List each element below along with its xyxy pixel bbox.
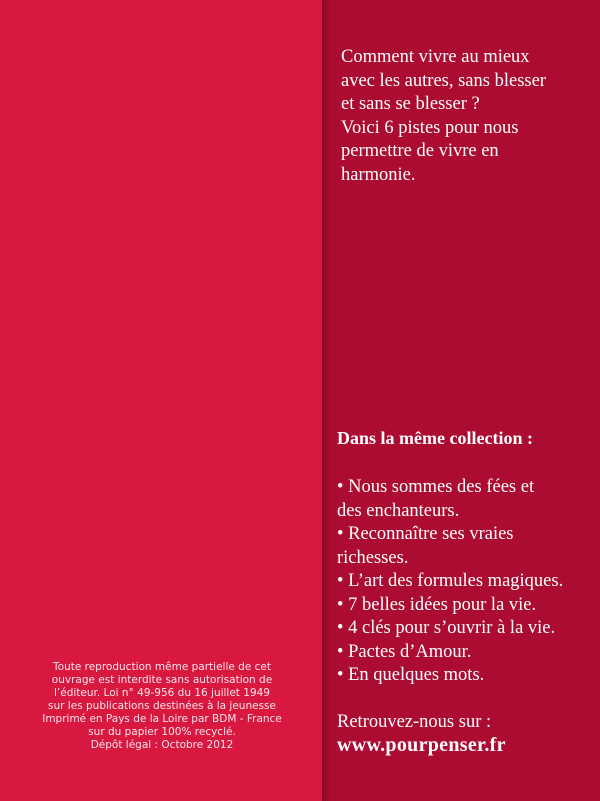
collection-title: Dans la même collection : bbox=[337, 428, 533, 448]
legal-line: sur les publications destinées à la jeunesse bbox=[48, 700, 276, 712]
collection-list-item: • 7 belles idées pour la vie. bbox=[337, 594, 537, 615]
collection-list-item: • Reconnaître ses vraies bbox=[337, 524, 514, 544]
intro-line: Voici 6 pistes pour nous bbox=[341, 117, 519, 138]
intro-line: harmonie. bbox=[341, 164, 416, 185]
collection-list-item: • Nous sommes des fées et bbox=[337, 477, 535, 497]
fold-shadow bbox=[322, 0, 332, 801]
legal-line: Imprimé en Pays de la Loire par BDM - France bbox=[42, 713, 282, 725]
collection-list-item: richesses. bbox=[337, 547, 409, 568]
collection-list-item: • L’art des formules magiques. bbox=[337, 571, 564, 591]
legal-line: Dépôt légal : Octobre 2012 bbox=[90, 739, 234, 751]
legal-line: Toute reproduction même partielle de cet bbox=[53, 661, 271, 673]
legal-notice bbox=[40, 661, 284, 752]
collection-list-item: • En quelques mots. bbox=[337, 665, 485, 685]
collection-list-item: • Pactes d’Amour. bbox=[337, 641, 472, 662]
find-us-text: Retrouvez-nous sur : bbox=[337, 712, 492, 732]
website-link[interactable]: www.pourpenser.fr bbox=[337, 734, 506, 756]
collection-list-item: des enchanteurs. bbox=[337, 500, 460, 521]
intro-text bbox=[341, 46, 581, 187]
legal-line: ouvrage est interdite sans autorisation de bbox=[51, 674, 273, 686]
intro-line: avec les autres, sans blesser bbox=[341, 70, 546, 91]
intro-line: permettre de vivre en bbox=[341, 141, 499, 161]
intro-line: Comment vivre au mieux bbox=[341, 47, 530, 67]
collection-list bbox=[337, 476, 587, 688]
legal-line: l’éditeur. Loi n° 49-956 du 16 juillet 1949 bbox=[54, 687, 270, 699]
collection-list-item: • 4 clés pour s’ouvrir à la vie. bbox=[337, 618, 556, 638]
legal-line: sur du papier 100% recyclé. bbox=[88, 726, 236, 738]
intro-line: et sans se blesser ? bbox=[341, 94, 480, 114]
